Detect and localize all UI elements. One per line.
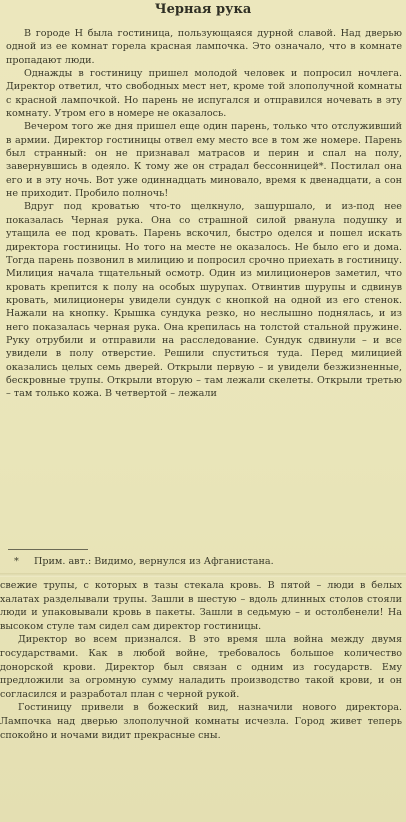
footnote-text: Прим. авт.: Видимо, вернулся из Афганистана.	[34, 556, 274, 567]
paragraph-2: Однажды в гостиницу пришел молодой человек и попросил ночлега. Директор ответил, что свободных мест нет, кроме той злополучной комнаты с красной лампочкой. Но парень не испугался и отправился ночевать в эту комнату. Утром его в номере не оказалось.	[6, 68, 402, 120]
footnote-divider	[8, 549, 88, 550]
footnote	[14, 555, 400, 568]
page-break-divider	[0, 573, 406, 577]
paragraph-1: В городе Н была гостиница, пользующаяся дурной славой. Над дверью одной из ее комнат горела красная лампочка. Это означало, что в комнате пропадают люди.	[6, 28, 402, 66]
paragraph-7: Гостиницу привели в божеский вид, назначили нового директора. Лампочка над дверью злополучной комнаты исчезла. Город живет теперь спокойно и ночами видит прекрасные сны.	[0, 702, 402, 741]
continuation-text	[0, 579, 402, 742]
paragraph-4: Вдруг под кроватью что-то щелкнуло, зашуршало, и из-под нее показалась Черная рука. Она со страшной силой рванула подушку и утащила ее под кровать. Парень вскочил, быстро оделся и пошел искать директора гостиницы. Но того на месте не оказалось. Не было его и дома. Тогда парень позвонил в милицию и попросил срочно приехать в гостиницу. Милиция начала тщательный осмотр. Один из милиционеров заметил, что кровать крепится к полу на особых шурупах. Отвинтив шурупы и сдвинув кровать, милиционеры увидели сундук с кнопкой на одной из его стенок. Нажали на кнопку. Крышка сундука резко, но неслышно поднялась, и из него показалась черная рука. Она крепилась на толстой стальной пружине. Руку отрубили и отправили на расследование. Сундук сдвинули – и все увидели в полу отверстие. Решили спуститься туда. Перед милицией оказались целых семь дверей. Открыли первую – и увидели безжизненные, бескровные трупы. Открыли вторую – там лежали скелеты. Открыли третью – там только кожа. В четвертой – лежали	[6, 201, 402, 400]
footnote-marker: *	[14, 556, 19, 567]
paragraph-5: свежие трупы, с которых в тазы стекала кровь. В пятой – люди в белых халатах разделывали трупы. Зашли в шестую – вдоль длинных столов стояли люди и упаковывали кровь в пакеты. Зашли в седьмую – и остолбенели! На высоком стуле там сидел сам директор гостиницы.	[0, 580, 402, 632]
main-text	[6, 27, 402, 401]
paragraph-3: Вечером того же дня пришел еще один парень, только что отслуживший в армии. Директор гостиницы отвел ему место все в том же номере. Парень был странный: он не признавал матрасов и перин и спал на полу, завернувшись в одеяло. К тому же он страдал бессонницей*. Постилал она его и в эту ночь. Вот уже одиннадцать миновало, время к двенадцати, а сон не приходит. Пробило полночь!	[6, 121, 402, 200]
page-title: Черная рука	[154, 2, 252, 17]
paragraph-6: Директор во всем признался. В это время шла война между двумя государствами. Как в любой войне, требовалось большое количество донорской крови. Директор был связан с одним из государств. Ему предложили за огромную сумму наладить производство такой крови, и он согласился и разработал план с черной рукой.	[0, 634, 402, 700]
